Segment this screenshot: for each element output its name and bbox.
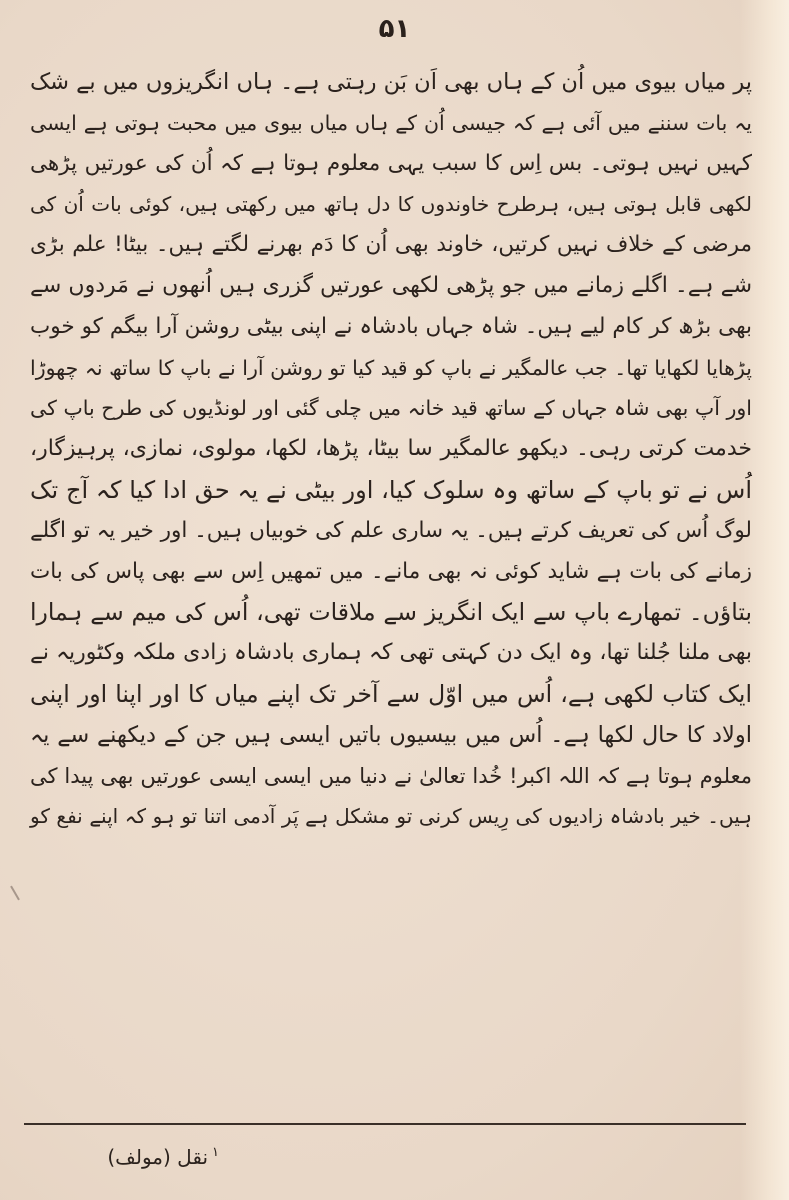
text-line: لوگ اُس کی تعریف کرتے ہیں۔ یہ ساری علم کی خوبیاں ہیں۔ اور خیر یہ تو اگلے (30, 517, 752, 543)
text-line: زمانے کی بات ہے شاید کوئی نہ بھی مانے۔ میں تمھیں اِس سے بھی پاس کی بات (30, 558, 752, 584)
text-line: پڑھایا لکھایا تھا۔ جب عالمگیر نے باپ کو قید کیا تو روشن آرا نے باپ کا ساتھ نہ چھوڑا (30, 355, 752, 380)
footnote (107, 1145, 219, 1169)
text-line: مرضی کے خلاف نہیں کرتیں، خاوند بھی اُن کا دَم بھرنے لگتے ہیں۔ بیٹا! علم بڑی (30, 232, 752, 258)
footnote-divider (24, 1123, 746, 1125)
text-line: اور آپ بھی شاہ جہاں کے ساتھ قید خانہ میں چلی گئی اور لونڈیوں کی طرح باپ کی (30, 396, 752, 421)
text-line: بھی بڑھ کر کام لیے ہیں۔ شاہ جہاں بادشاہ نے اپنی بیٹی روشن آرا بیگم کو خوب (30, 313, 752, 339)
text-line: اولاد کا حال لکھا ہے۔ اُس میں بیسیوں باتیں ایسی ہیں جن کے دیکھنے سے یہ (30, 721, 752, 748)
text-line: کہیں نہیں ہوتی۔ بس اِس کا سبب یہی معلوم ہوتا ہے کہ اُن کی عورتیں پڑھی (30, 150, 752, 176)
text-line: خدمت کرتی رہی۔ دیکھو عالمگیر سا بیٹا، پڑھا، لکھا، مولوی، نمازی، پرہیزگار، (30, 436, 752, 462)
text-line: بتاؤں۔ تمھارے باپ سے ایک انگریز سے ملاقات تھی، اُس کی میم سے ہمارا (30, 598, 752, 627)
text-line: پر میاں بیوی میں اُن کے ہاں بھی اَن بَن رہتی ہے۔ ہاں انگریزوں میں بے شک (30, 69, 752, 95)
text-line: ہیں۔ خیر بادشاہ زادیوں کی رِیس کرنی تو مشکل ہے پَر آدمی اتنا تو ہو کہ اپنے نفع کو (30, 804, 752, 829)
text-line: اُس نے تو باپ کے ساتھ وہ سلوک کیا، اور بیٹی نے یہ حق ادا کیا کہ آج تک (30, 475, 752, 504)
text-line: ایک کتاب لکھی ہے، اُس میں اوّل سے آخر تک اپنے میاں کا اور اپنا اور اپنی (30, 679, 752, 708)
text-line: بھی ملنا جُلنا تھا، وہ ایک دن کہتی تھی کہ ہماری بادشاہ زادی ملکہ وکٹوریہ نے (30, 640, 752, 666)
text-line: شے ہے۔ اگلے زمانے میں جو پڑھی لکھی عورتیں گزری ہیں اُنھوں نے مَردوں سے (30, 272, 752, 298)
text-line: معلوم ہوتا ہے کہ اللہ اکبر! خُدا تعالیٰ نے دنیا میں ایسی ایسی عورتیں بھی پیدا کی (30, 763, 752, 788)
body-text (30, 62, 752, 837)
footnote-marker: ۱ (212, 1145, 219, 1161)
footnote-text: نقل (مولف) (107, 1145, 209, 1169)
text-line: یہ بات سننے میں آئی ہے کہ جیسی اُن کے ہاں میاں بیوی میں محبت ہوتی ہے ایسی (30, 110, 752, 135)
page-number: ۵۱ (378, 14, 411, 44)
text-line: لکھی قابل ہوتی ہیں، ہرطرح خاوندوں کا دل ہاتھ میں رکھتی ہیں، کوئی بات اُن کی (30, 192, 752, 217)
margin-pencil-mark (10, 886, 20, 901)
